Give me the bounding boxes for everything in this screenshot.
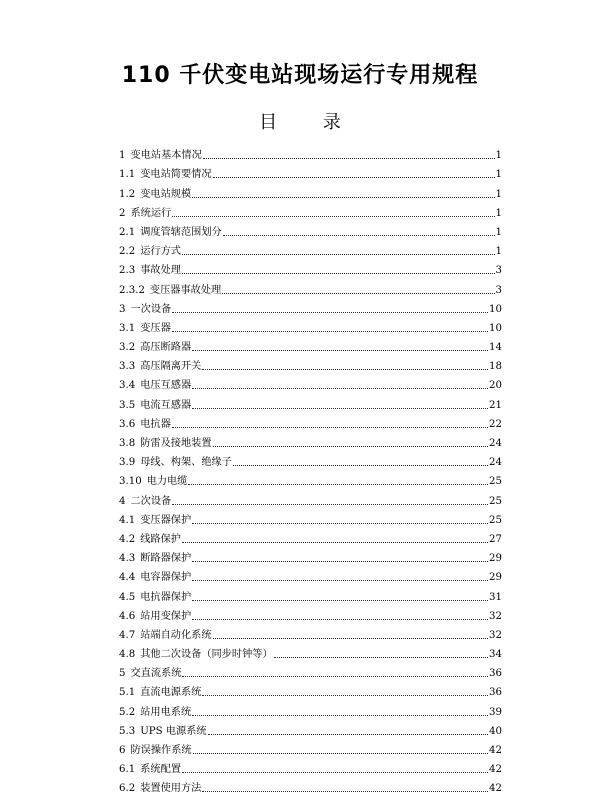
toc-entry-number: 3.1 bbox=[119, 322, 136, 334]
toc-entry[interactable] bbox=[119, 201, 502, 220]
toc-entry-label: 变压器 bbox=[140, 322, 171, 334]
toc-entry[interactable] bbox=[119, 584, 502, 603]
toc-entry[interactable] bbox=[119, 719, 502, 738]
toc-entry-label: 一次设备 bbox=[130, 303, 172, 315]
toc-entry-number: 2.3 bbox=[119, 265, 136, 277]
toc-entry[interactable] bbox=[119, 488, 502, 507]
toc-entry-page: 10 bbox=[489, 322, 502, 334]
toc-leader-dots bbox=[192, 387, 488, 389]
toc-entry[interactable] bbox=[119, 258, 502, 277]
toc-leader-dots bbox=[203, 157, 495, 159]
toc-entry-label: 系统运行 bbox=[130, 207, 172, 219]
toc-entry-page: 24 bbox=[489, 457, 502, 469]
toc-leader-dots bbox=[192, 349, 488, 351]
toc-entry-label: 线路保护 bbox=[140, 533, 181, 545]
toc-entry-number: 1.1 bbox=[119, 169, 136, 181]
toc-entry-number: 4.4 bbox=[119, 572, 136, 584]
toc-entry[interactable] bbox=[119, 738, 502, 757]
toc-entry-number: 1.2 bbox=[119, 188, 136, 200]
toc-entry-number: 2.1 bbox=[119, 226, 136, 238]
toc-entry-page: 36 bbox=[489, 687, 502, 699]
toc-entry-number: 5.1 bbox=[119, 687, 136, 699]
toc-entry-label: 母线、构架、绝缘子 bbox=[140, 457, 232, 469]
toc-entry-number: 6 bbox=[119, 745, 126, 756]
toc-leader-dots bbox=[172, 330, 488, 332]
toc-entry-number: 6.2 bbox=[119, 783, 136, 795]
toc-entry-label: 电容器保护 bbox=[140, 572, 192, 584]
toc-leader-dots bbox=[274, 656, 488, 658]
toc-entry-label: 变压器事故处理 bbox=[149, 284, 222, 296]
toc-leader-dots bbox=[213, 445, 489, 447]
toc-entry-number: 4.5 bbox=[119, 591, 136, 603]
toc-entry-label: UPS 电源系统 bbox=[140, 725, 207, 737]
toc-entry-page: 42 bbox=[489, 783, 502, 795]
toc-leader-dots bbox=[192, 407, 488, 409]
toc-entry-number: 4.8 bbox=[119, 649, 136, 661]
toc-leader-dots bbox=[202, 368, 488, 370]
toc-entry[interactable] bbox=[119, 239, 502, 258]
toc-entry[interactable] bbox=[119, 220, 502, 239]
toc-leader-dots bbox=[182, 272, 495, 274]
toc-entry[interactable] bbox=[119, 642, 502, 661]
toc-entry-number: 3 bbox=[119, 303, 126, 315]
toc-leader-dots bbox=[213, 176, 495, 178]
toc-entry-number: 5.3 bbox=[119, 725, 136, 737]
toc-entry-number: 2 bbox=[119, 207, 126, 219]
toc-entry-page: 22 bbox=[489, 418, 502, 430]
toc-entry-page: 32 bbox=[489, 629, 502, 641]
toc-entry-number: 3.9 bbox=[119, 457, 136, 469]
toc-entry[interactable] bbox=[119, 604, 502, 623]
toc-entry-page: 25 bbox=[489, 514, 502, 526]
toc-entry[interactable] bbox=[119, 776, 502, 795]
toc-entry-page: 1 bbox=[495, 226, 502, 238]
toc-heading: 目 录 bbox=[259, 112, 361, 133]
toc-entry[interactable] bbox=[119, 392, 502, 411]
toc-entry-page: 32 bbox=[489, 610, 502, 622]
toc-entry-number: 4.3 bbox=[119, 553, 136, 565]
toc-entry[interactable] bbox=[119, 699, 502, 718]
toc-leader-dots bbox=[208, 733, 488, 735]
toc-leader-dots bbox=[233, 464, 488, 466]
toc-entry-page: 27 bbox=[489, 533, 502, 545]
toc-entry-number: 3.8 bbox=[119, 438, 136, 449]
toc-entry-number: 2.2 bbox=[119, 246, 136, 258]
toc-entry[interactable] bbox=[119, 431, 502, 450]
toc-entry-number: 4.7 bbox=[119, 629, 136, 641]
toc-entry-label: 电力电缆 bbox=[146, 476, 188, 488]
toc-entry-label: 直流电源系统 bbox=[140, 687, 202, 699]
toc-entry-label: 电抗器保护 bbox=[140, 591, 192, 603]
toc-entry-number: 2.3.2 bbox=[119, 284, 145, 296]
toc-entry-label: 电流互感器 bbox=[140, 399, 192, 411]
toc-entry-page: 3 bbox=[495, 284, 502, 296]
toc-entry-label: 装置使用方法 bbox=[140, 783, 202, 795]
toc-entry-page: 39 bbox=[489, 706, 502, 718]
toc-entry-label: 变电站基本情况 bbox=[130, 150, 202, 162]
toc-entry-number: 3.5 bbox=[119, 399, 136, 411]
toc-entry[interactable] bbox=[119, 623, 502, 642]
toc-entry-label: 运行方式 bbox=[140, 246, 181, 258]
toc-entry-page: 34 bbox=[489, 649, 502, 661]
toc-entry-label: 防雷及接地装置 bbox=[140, 438, 212, 449]
toc-entry[interactable] bbox=[119, 412, 502, 431]
toc-entry[interactable] bbox=[119, 354, 502, 373]
toc-entry-label: 事故处理 bbox=[140, 265, 181, 277]
toc-entry[interactable] bbox=[119, 143, 502, 162]
toc-leader-dots bbox=[193, 752, 488, 754]
toc-entry-number: 3.10 bbox=[119, 476, 142, 488]
toc-entry[interactable] bbox=[119, 450, 502, 469]
toc-entry-number: 1 bbox=[119, 150, 126, 162]
toc-entry-page: 25 bbox=[489, 495, 502, 507]
toc-leader-dots bbox=[192, 579, 488, 581]
toc-entry-label: 高压断路器 bbox=[140, 342, 192, 354]
toc-entry-label: 站用变保护 bbox=[140, 610, 192, 622]
toc-entry-page: 1 bbox=[495, 169, 502, 181]
toc-entry[interactable] bbox=[119, 527, 502, 546]
toc-entry-page: 40 bbox=[489, 725, 502, 737]
toc-entry[interactable] bbox=[119, 661, 502, 680]
toc-entry-number: 3.6 bbox=[119, 418, 136, 430]
toc-entry-page: 18 bbox=[489, 361, 502, 373]
toc-entry-page: 1 bbox=[495, 246, 502, 258]
toc-entry[interactable] bbox=[119, 680, 502, 699]
toc-leader-dots bbox=[172, 215, 494, 217]
toc-entry[interactable] bbox=[119, 757, 502, 776]
toc-entry-number: 5.2 bbox=[119, 706, 136, 718]
toc-leader-dots bbox=[192, 618, 488, 620]
toc-entry-label: 站端自动化系统 bbox=[140, 629, 212, 641]
toc-entry-page: 1 bbox=[495, 150, 502, 162]
toc-entry-label: 变电站规模 bbox=[140, 188, 192, 200]
toc-entry-label: 高压隔离开关 bbox=[140, 361, 202, 373]
toc-entry-page: 29 bbox=[489, 553, 502, 565]
toc-entry-page: 14 bbox=[489, 342, 502, 354]
toc-entry-page: 36 bbox=[489, 668, 502, 680]
toc-entry-number: 4.1 bbox=[119, 514, 136, 526]
toc-entry[interactable] bbox=[119, 162, 502, 181]
document-title: 110 千伏变电站现场运行专用规程 bbox=[121, 63, 479, 88]
toc-entry[interactable] bbox=[119, 277, 502, 296]
toc-leader-dots bbox=[182, 253, 495, 255]
toc-leader-dots bbox=[182, 771, 488, 773]
toc-leader-dots bbox=[172, 503, 488, 505]
toc-leader-dots bbox=[192, 599, 488, 601]
toc-entry-label: 系统配置 bbox=[140, 764, 181, 776]
toc-entry-page: 24 bbox=[489, 438, 502, 449]
toc-entry-number: 5 bbox=[119, 668, 126, 680]
toc-entry-label: 其他二次设备（同步时钟等） bbox=[140, 649, 273, 661]
toc-entry-page: 25 bbox=[489, 476, 502, 488]
table-of-contents bbox=[119, 143, 502, 795]
toc-leader-dots bbox=[192, 714, 488, 716]
toc-entry-number: 4.2 bbox=[119, 533, 136, 545]
toc-leader-dots bbox=[213, 637, 489, 639]
toc-entry[interactable] bbox=[119, 297, 502, 316]
toc-entry[interactable] bbox=[119, 335, 502, 354]
toc-leader-dots bbox=[222, 292, 494, 294]
toc-leader-dots bbox=[172, 311, 488, 313]
toc-entry[interactable] bbox=[119, 508, 502, 527]
toc-entry-label: 电抗器 bbox=[140, 418, 171, 430]
toc-entry[interactable] bbox=[119, 546, 502, 565]
toc-entry-number: 3.2 bbox=[119, 342, 136, 354]
toc-entry-label: 站用电系统 bbox=[140, 706, 192, 718]
toc-entry-page: 1 bbox=[495, 207, 502, 219]
toc-entry-number: 4 bbox=[119, 495, 126, 507]
toc-entry-number: 4.6 bbox=[119, 610, 136, 622]
toc-leader-dots bbox=[182, 675, 488, 677]
toc-leader-dots bbox=[192, 560, 488, 562]
toc-entry-page: 29 bbox=[489, 572, 502, 584]
toc-leader-dots bbox=[172, 426, 488, 428]
toc-entry-number: 6.1 bbox=[119, 764, 136, 776]
toc-entry-page: 3 bbox=[495, 265, 502, 277]
toc-entry-page: 10 bbox=[489, 303, 502, 315]
toc-entry[interactable] bbox=[119, 373, 502, 392]
toc-entry-page: 20 bbox=[489, 380, 502, 392]
toc-entry-label: 变电站简要情况 bbox=[140, 169, 212, 181]
toc-entry-label: 防误操作系统 bbox=[130, 745, 192, 756]
toc-entry[interactable] bbox=[119, 181, 502, 200]
toc-leader-dots bbox=[202, 790, 488, 792]
toc-leader-dots bbox=[182, 541, 488, 543]
toc-entry-page: 21 bbox=[489, 399, 502, 411]
toc-entry-label: 变压器保护 bbox=[140, 514, 192, 526]
toc-leader-dots bbox=[223, 234, 495, 236]
toc-entry[interactable] bbox=[119, 316, 502, 335]
toc-leader-dots bbox=[192, 522, 488, 524]
toc-entry[interactable] bbox=[119, 565, 502, 584]
toc-entry-label: 断路器保护 bbox=[140, 553, 192, 565]
toc-entry-page: 31 bbox=[489, 591, 502, 603]
toc-entry-label: 调度管辖范围划分 bbox=[140, 226, 222, 238]
toc-entry-label: 交直流系统 bbox=[130, 668, 182, 680]
toc-entry-page: 42 bbox=[489, 764, 502, 776]
toc-entry-page: 1 bbox=[495, 188, 502, 200]
toc-entry-number: 3.4 bbox=[119, 380, 136, 392]
toc-leader-dots bbox=[202, 694, 488, 696]
toc-entry-page: 42 bbox=[489, 745, 502, 756]
toc-entry[interactable] bbox=[119, 469, 502, 488]
toc-leader-dots bbox=[188, 483, 488, 485]
toc-entry-number: 3.3 bbox=[119, 361, 136, 373]
toc-leader-dots bbox=[192, 196, 494, 198]
toc-entry-label: 二次设备 bbox=[130, 495, 172, 507]
toc-entry-label: 电压互感器 bbox=[140, 380, 192, 392]
